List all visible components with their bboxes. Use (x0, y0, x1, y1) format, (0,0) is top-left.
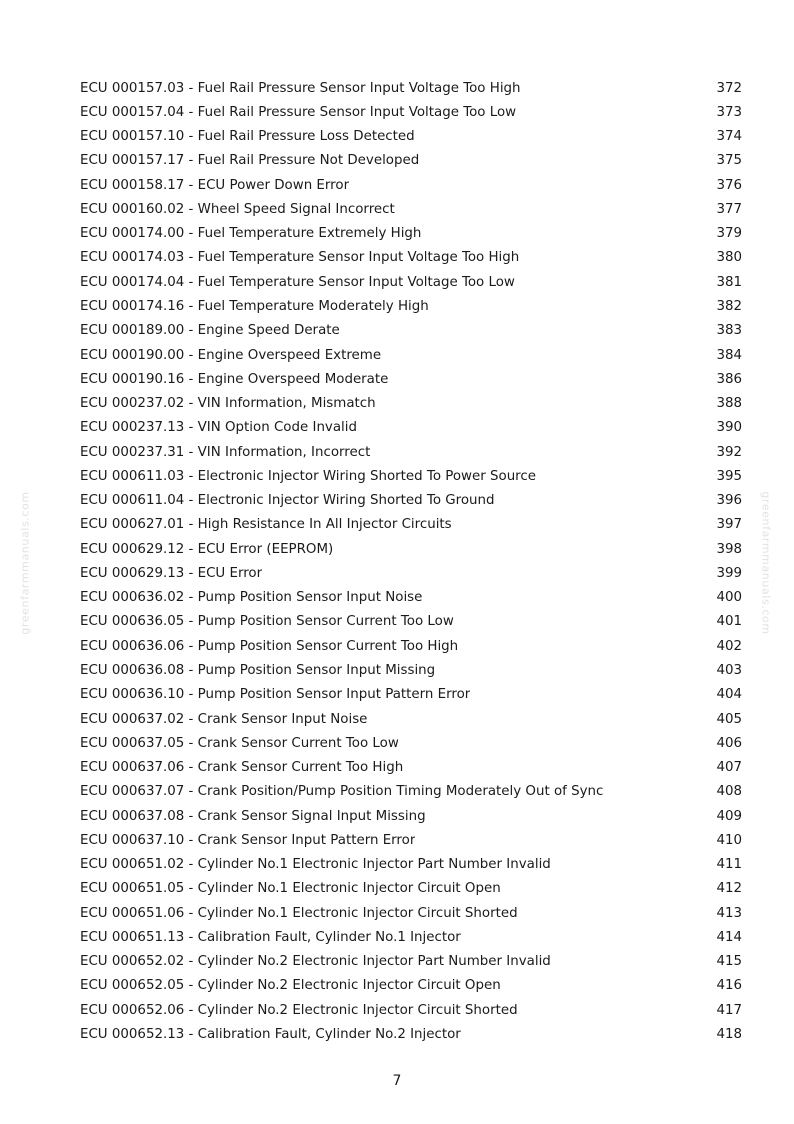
toc-entry-title: ECU 000651.13 - Calibration Fault, Cylinder No.1 Injector (80, 929, 461, 945)
toc-entry[interactable] (80, 416, 742, 440)
toc-entry-page: 407 (716, 760, 742, 776)
toc-entry[interactable] (80, 634, 742, 658)
toc-entry[interactable] (80, 707, 742, 731)
toc-entry[interactable] (80, 294, 742, 318)
toc-entry[interactable] (80, 391, 742, 415)
toc-entry-title: ECU 000627.01 - High Resistance In All Injector Circuits (80, 517, 452, 533)
toc-entry[interactable] (80, 464, 742, 488)
toc-entry[interactable] (80, 804, 742, 828)
toc-entry[interactable] (80, 100, 742, 124)
toc-entry-page: 377 (716, 201, 742, 217)
toc-entry[interactable] (80, 828, 742, 852)
toc-entry-title: ECU 000636.05 - Pump Position Sensor Current Too Low (80, 614, 454, 630)
toc-entry-page: 379 (716, 226, 742, 242)
toc-entry-page: 406 (716, 735, 742, 751)
toc-entry-page: 397 (716, 517, 742, 533)
toc-entry[interactable] (80, 610, 742, 634)
toc-entry-title: ECU 000652.05 - Cylinder No.2 Electronic Injector Circuit Open (80, 978, 501, 994)
toc-entry-page: 400 (716, 590, 742, 606)
toc-entry[interactable] (80, 974, 742, 998)
toc-entry[interactable] (80, 125, 742, 149)
toc-entry[interactable] (80, 755, 742, 779)
toc-entry-title: ECU 000651.02 - Cylinder No.1 Electronic Injector Part Number Invalid (80, 857, 551, 873)
toc-entry-page: 402 (716, 638, 742, 654)
toc-entry-title: ECU 000157.10 - Fuel Rail Pressure Loss Detected (80, 129, 415, 145)
toc-entry-title: ECU 000652.02 - Cylinder No.2 Electronic Injector Part Number Invalid (80, 954, 551, 970)
toc-entry-title: ECU 000637.06 - Crank Sensor Current Too High (80, 760, 404, 776)
toc-entry-page: 390 (716, 420, 742, 436)
toc-entry-page: 374 (716, 129, 742, 145)
toc-entry-page: 376 (716, 177, 742, 193)
toc-entry[interactable] (80, 246, 742, 270)
toc-entry-title: ECU 000636.08 - Pump Position Sensor Input Missing (80, 663, 436, 678)
toc-entry[interactable] (80, 173, 742, 197)
toc-entry[interactable] (80, 440, 742, 464)
toc-entry[interactable] (80, 731, 742, 755)
toc-entry-title: ECU 000611.04 - Electronic Injector Wiring Shorted To Ground (80, 493, 495, 509)
toc-entry-page: 395 (716, 468, 742, 484)
toc-entry-title: ECU 000174.04 - Fuel Temperature Sensor Input Voltage Too Low (80, 274, 515, 290)
watermark-left: greenfarmmanuals.com (18, 491, 32, 635)
toc-entry-title: ECU 000237.31 - VIN Information, Incorrect (80, 444, 371, 460)
toc-entry-page: 414 (716, 929, 742, 945)
toc-entry-page: 372 (716, 80, 742, 96)
toc-entry-page: 388 (716, 396, 742, 412)
watermark-right: greenfarmmanuals.com (759, 491, 773, 635)
toc-entry-page: 396 (716, 493, 742, 509)
toc-entry-title: ECU 000629.12 - ECU Error (EEPROM) (80, 541, 334, 557)
toc-entry[interactable] (80, 76, 742, 100)
toc-entry-title: ECU 000174.16 - Fuel Temperature Moderately High (80, 299, 429, 315)
toc-entry-page: 417 (716, 1002, 742, 1018)
toc-entry[interactable] (80, 683, 742, 707)
toc-entry-title: ECU 000637.08 - Crank Sensor Signal Input Missing (80, 808, 426, 824)
toc-entry[interactable] (80, 319, 742, 343)
toc-entry[interactable] (80, 561, 742, 585)
toc-entry-page: 403 (716, 663, 742, 678)
toc-entry-page: 404 (716, 687, 742, 703)
toc-entry-title: ECU 000174.03 - Fuel Temperature Sensor Input Voltage Too High (80, 250, 520, 266)
toc-entry-title: ECU 000237.02 - VIN Information, Mismatch (80, 396, 376, 412)
toc-entry-page: 418 (716, 1026, 742, 1042)
toc-entry-page: 383 (716, 323, 742, 339)
toc-entry-title: ECU 000652.06 - Cylinder No.2 Electronic Injector Circuit Shorted (80, 1002, 518, 1018)
toc-entry[interactable] (80, 270, 742, 294)
toc-entry[interactable] (80, 513, 742, 537)
toc-entry-title: ECU 000637.02 - Crank Sensor Input Noise (80, 711, 368, 727)
toc-entry-title: ECU 000160.02 - Wheel Speed Signal Incorrect (80, 201, 395, 217)
toc-entry-page: 398 (716, 541, 742, 557)
toc-entry-title: ECU 000651.06 - Cylinder No.1 Electronic Injector Circuit Shorted (80, 905, 518, 921)
toc-entry-title: ECU 000189.00 - Engine Speed Derate (80, 323, 340, 339)
toc-entry-title: ECU 000651.05 - Cylinder No.1 Electronic Injector Circuit Open (80, 881, 501, 897)
toc-entry-title: ECU 000190.16 - Engine Overspeed Moderate (80, 371, 389, 387)
toc-entry-title: ECU 000652.13 - Calibration Fault, Cylinder No.2 Injector (80, 1026, 461, 1042)
toc-entry-page: 386 (716, 371, 742, 387)
toc-entry-page: 373 (716, 104, 742, 120)
toc-entry-title: ECU 000157.04 - Fuel Rail Pressure Sensor Input Voltage Too Low (80, 104, 517, 120)
toc-entry-title: ECU 000190.00 - Engine Overspeed Extreme (80, 347, 382, 363)
toc-entry-title: ECU 000629.13 - ECU Error (80, 565, 263, 581)
toc-entry-page: 380 (716, 250, 742, 266)
toc-entry-title: ECU 000637.07 - Crank Position/Pump Position Timing Moderately Out of Sync (80, 784, 604, 800)
toc-entry[interactable] (80, 901, 742, 925)
toc-entry-title: ECU 000158.17 - ECU Power Down Error (80, 177, 350, 193)
toc-entry-title: ECU 000611.03 - Electronic Injector Wiring Shorted To Power Source (80, 468, 536, 484)
toc-entry[interactable] (80, 950, 742, 974)
toc-entry-page: 399 (716, 565, 742, 581)
toc-entry[interactable] (80, 149, 742, 173)
toc-entry[interactable] (80, 780, 742, 804)
toc-entry-page: 413 (716, 905, 742, 921)
toc-entry-page: 408 (716, 784, 742, 800)
toc-entry-title: ECU 000636.10 - Pump Position Sensor Input Pattern Error (80, 687, 471, 703)
toc-entry-title: ECU 000174.00 - Fuel Temperature Extremely High (80, 226, 422, 242)
toc-entry[interactable] (80, 877, 742, 901)
toc-entry[interactable] (80, 853, 742, 877)
toc-entry-title: ECU 000157.17 - Fuel Rail Pressure Not Developed (80, 153, 420, 169)
toc-entry-page: 381 (716, 274, 742, 290)
toc-entry[interactable] (80, 586, 742, 610)
toc-entry[interactable] (80, 925, 742, 949)
toc-entry-page: 392 (716, 444, 742, 460)
toc-entry[interactable] (80, 1022, 742, 1046)
toc-entry-page: 416 (716, 978, 742, 994)
toc-entry[interactable] (80, 537, 742, 561)
toc-entry-title: ECU 000157.03 - Fuel Rail Pressure Sensor Input Voltage Too High (80, 80, 521, 96)
toc-entry[interactable] (80, 197, 742, 221)
toc-entry[interactable] (80, 489, 742, 513)
toc-entry-page: 409 (716, 808, 742, 824)
toc-entry-page: 405 (716, 711, 742, 727)
toc-entry-page: 382 (716, 299, 742, 315)
toc-entry-page: 410 (716, 832, 742, 848)
toc-entry[interactable] (80, 367, 742, 391)
toc-entry-page: 384 (716, 347, 742, 363)
toc-entry-title: ECU 000237.13 - VIN Option Code Invalid (80, 420, 357, 436)
toc-entry-title: ECU 000637.10 - Crank Sensor Input Pattern Error (80, 832, 416, 848)
toc-entry[interactable] (80, 222, 742, 246)
toc-entry[interactable] (80, 998, 742, 1022)
toc-entry-title: ECU 000636.02 - Pump Position Sensor Input Noise (80, 590, 423, 606)
toc-entry-page: 411 (716, 857, 742, 873)
toc-entry-page: 401 (716, 614, 742, 630)
toc-entry[interactable] (80, 658, 742, 682)
toc-entry-page: 375 (716, 153, 742, 169)
toc-entry-title: ECU 000636.06 - Pump Position Sensor Current Too High (80, 638, 459, 654)
toc-entry-page: 415 (716, 954, 742, 970)
page-number: 7 (392, 1073, 402, 1089)
table-of-contents (80, 76, 742, 1047)
toc-entry[interactable] (80, 343, 742, 367)
toc-entry-title: ECU 000637.05 - Crank Sensor Current Too Low (80, 735, 399, 751)
toc-entry-page: 412 (716, 881, 742, 897)
